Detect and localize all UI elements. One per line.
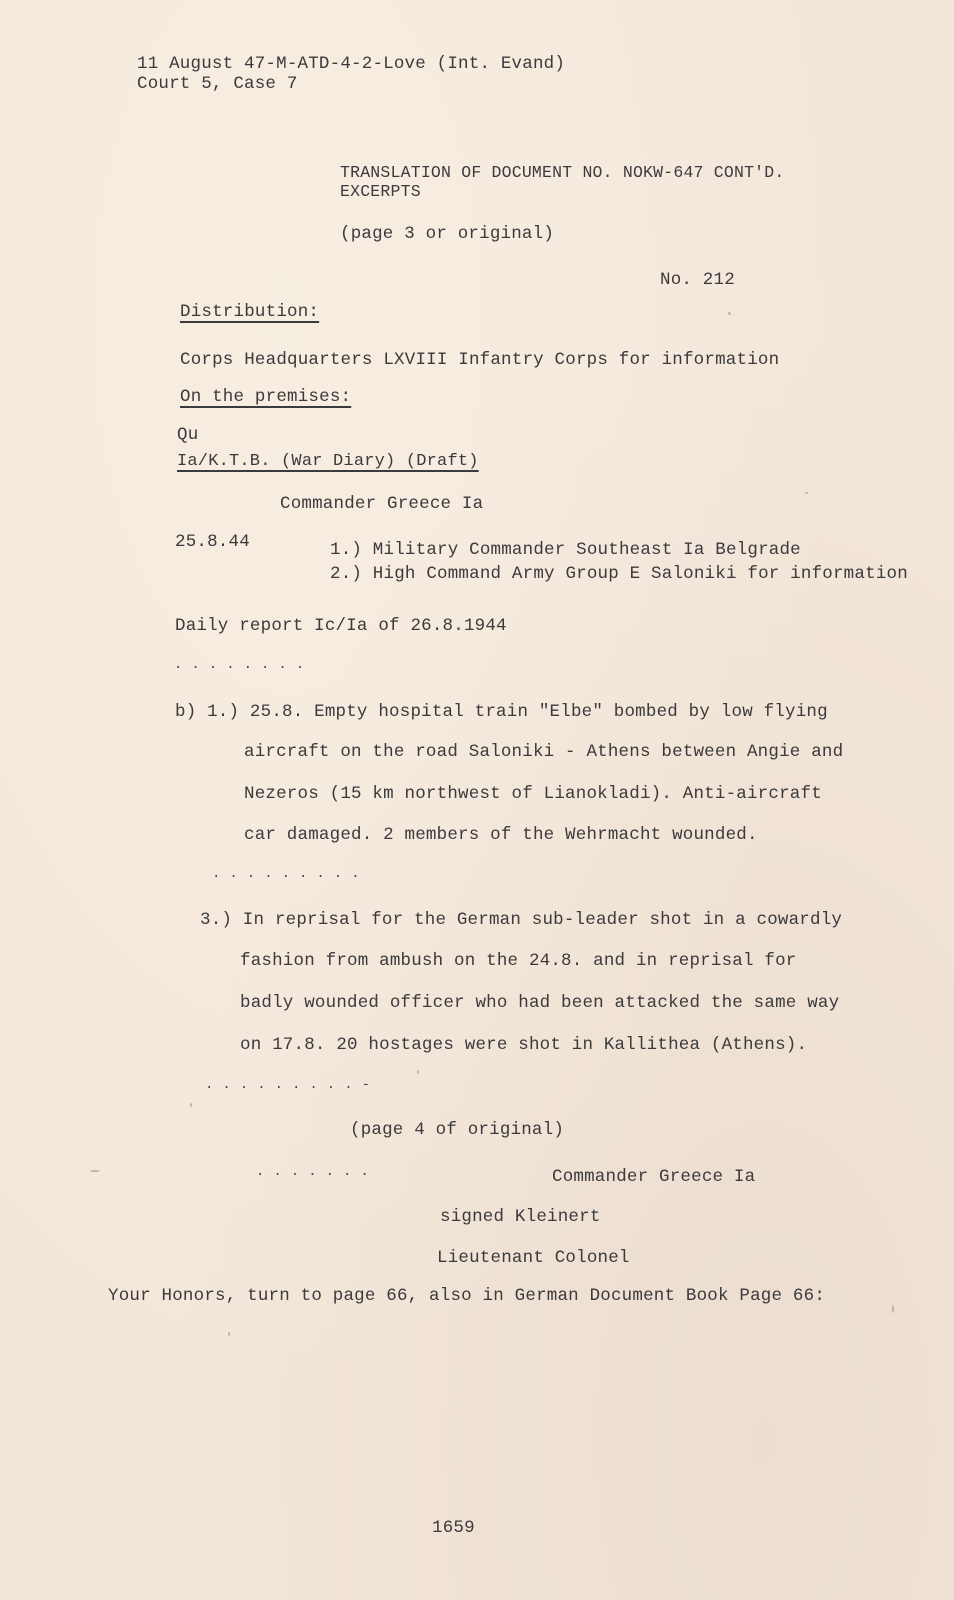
page-number: 1659	[432, 1518, 475, 1538]
item-3-line-4: on 17.8. 20 hostages were shot in Kallithea (Athens).	[240, 1035, 808, 1055]
closing-instruction: Your Honors, turn to page 66, also in German Document Book Page 66:	[108, 1286, 826, 1306]
distribution-qu: Qu	[177, 425, 199, 445]
item-3-line-2: fashion from ambush on the 24.8. and in reprisal for	[240, 951, 797, 971]
distribution-war-diary: Ia/K.T.B. (War Diary) (Draft)	[177, 452, 479, 471]
page-4-reference: (page 4 of original)	[350, 1120, 565, 1140]
item-b1-line-3: Nezeros (15 km northwest of Lianokladi). Anti-aircraft	[244, 784, 822, 804]
document-number: No. 212	[660, 270, 735, 290]
signature-rank: Lieutenant Colonel	[437, 1248, 630, 1268]
distribution-corps-line: Corps Headquarters LXVIII Infantry Corps for information	[180, 350, 780, 370]
title-line-1: TRANSLATION OF DOCUMENT NO. NOKW-647 CONT'D.	[340, 163, 785, 182]
paper-speck	[90, 1170, 100, 1172]
title-page-ref: (page 3 or original)	[340, 224, 555, 244]
signature-signed: signed Kleinert	[440, 1207, 601, 1227]
title-line-2: EXCERPTS	[340, 182, 421, 201]
commander-line: Commander Greece Ia	[280, 494, 484, 514]
item-3-line-1: 3.) In reprisal for the German sub-leader shot in a cowardly	[200, 910, 843, 930]
paper-speck	[805, 492, 808, 494]
item-b1-line-4: car damaged. 2 members of the Wehrmacht wounded.	[244, 825, 758, 845]
daily-report-title: Daily report Ic/Ia of 26.8.1944	[175, 616, 507, 636]
ellipsis-row-4: .......	[256, 1164, 378, 1180]
paper-speck	[728, 312, 731, 315]
header-line-1: 11 August 47-M-ATD-4-2-Love (Int. Evand)	[137, 54, 566, 74]
paper-speck	[228, 1332, 230, 1336]
item-b1-line-2: aircraft on the road Saloniki - Athens between Angie and	[244, 742, 844, 762]
item-3-line-3: badly wounded officer who had been attacked the same way	[240, 993, 840, 1013]
premises-heading: On the premises:	[180, 387, 352, 407]
ellipsis-row-3: .........-	[205, 1077, 380, 1093]
ellipsis-row-1: ........	[174, 657, 314, 673]
paper-speck	[190, 1103, 192, 1107]
item-b1-line-1: b) 1.) 25.8. Empty hospital train "Elbe" bombed by low flying	[175, 702, 828, 722]
paper-speck	[892, 1305, 894, 1313]
signature-commander: Commander Greece Ia	[552, 1167, 756, 1187]
distribution-heading: Distribution:	[180, 302, 320, 322]
dispatch-date: 25.8.44	[175, 532, 250, 552]
header-line-2: Court 5, Case 7	[137, 74, 298, 94]
dispatch-item-1: 1.) Military Commander Southeast Ia Belgrade	[330, 540, 801, 560]
dispatch-item-2: 2.) High Command Army Group E Saloniki for information	[330, 564, 908, 584]
paper-speck	[417, 1070, 419, 1074]
ellipsis-row-2: .........	[212, 866, 369, 882]
